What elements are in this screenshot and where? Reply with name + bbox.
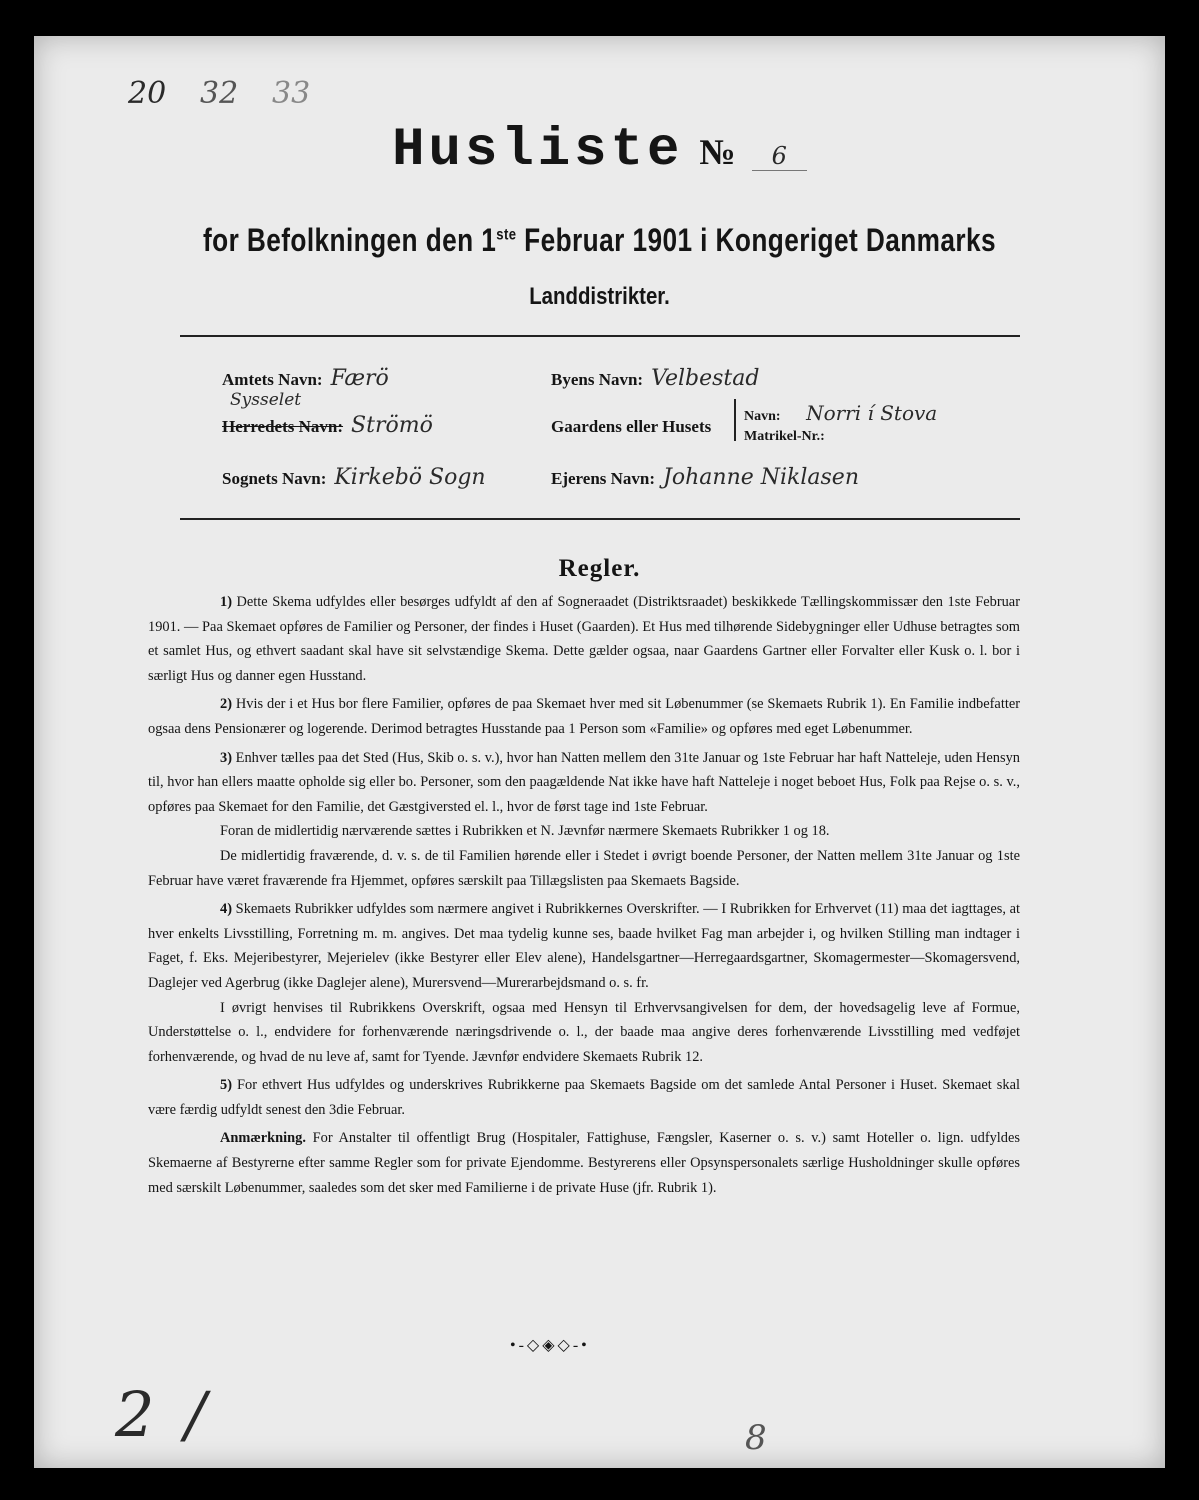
rule-5: 5) For ethvert Hus udfyldes og underskrives Rubrikkerne paa Skemaets Bagside om det samlede Antal Personer i Huset. Skemaet skal være færdig udfyldt senest den 3die Februar. bbox=[148, 1077, 1020, 1118]
archive-number-1: 20 bbox=[128, 76, 167, 111]
by-label: Byens Navn: bbox=[551, 370, 644, 389]
title-text: Husliste bbox=[392, 120, 684, 181]
sogn-value: Kirkebö Sogn bbox=[334, 465, 486, 490]
rule-1: 1) Dette Skema udfyldes eller besørges udfyldt af den af Sogneraadet (Distriktsraadet) beskikkede Tællingskommissær den 1ste Februar 1901. — Paa Skemaet opføres de Familier og Personer, der findes i Huset (Gaarden). Et Hus med tilhørende Sidebygninger eller Udhuse betragtes som et samlet Hus, og ethvert saadant skal have sit selvstændige Skema. Dette gælder ogsaa, naar Gaardens Gartner eller Forvalter eller Kusk o. l. bor i særligt Hus og danner egen Husstand. bbox=[148, 594, 1020, 684]
sogn-label: Sognets Navn: bbox=[222, 469, 327, 488]
handwritten-mark-slash: / bbox=[185, 1378, 206, 1451]
divider-top bbox=[180, 335, 1020, 337]
syssel-correction: Sysselet bbox=[230, 390, 302, 410]
handwritten-mark-2: 2 bbox=[115, 1378, 155, 1451]
matrikel-label: Matrikel-Nr.: bbox=[744, 429, 825, 444]
handwritten-mark-smudge: 8 bbox=[745, 1418, 767, 1458]
subtitle-sup: ste bbox=[496, 226, 517, 244]
amt-label: Amtets Navn: bbox=[222, 370, 323, 389]
list-number: 6 bbox=[752, 142, 807, 171]
ornament-divider: •-◇◈◇-• bbox=[510, 1337, 590, 1354]
rule-3: 3) Enhver tælles paa det Sted (Hus, Skib o. s. v.), hvor han Natten mellem den 31te Januar og 1ste Februar har haft Natteleje, uden Hensyn til, hvor han ellers maatte opholde sig eller bo. Personer, som den paagældende Nat ikke have haft Natteleje i noget beboet Hus, Folk paa Rejse o. s. v., opføres paa Skemaet for den Familie, det Gæstgiversted el. l., hvor de først tage ind 1ste Februar. bbox=[148, 749, 1020, 815]
archive-number-2: 32 bbox=[200, 76, 239, 111]
number-sign: № bbox=[699, 132, 736, 172]
rules-heading: Regler. bbox=[558, 555, 641, 582]
rules-text bbox=[148, 590, 1020, 1204]
brace bbox=[734, 399, 736, 441]
annotation-note: Anmærkning. For Anstalter til offentligt Brug (Hospitaler, Fattighuse, Fængsler, Kaserner o. s. v.) samt Hoteller o. lign. udfyldes Skemaerne af Bestyrerne efter samme Regler som for private Ejendomme. Bestyrerens eller Opsynspersonalets særlige Husholdninger skulle opføres med særskilt Løbenummer, saaledes som det sker med Familierne i de private Huse (jfr. Rubrik 1). bbox=[148, 1130, 1020, 1196]
rule-3-note-absent: De midlertidig fraværende, d. v. s. de til Familien hørende eller i Stedet i øvrigt boende Personer, der Natten mellem 31te Januar og 1ste Februar have været fraværende fra Hjemmet, opføres særskilt paa Tillægslisten paa Skemaets Bagside. bbox=[148, 847, 1020, 889]
archive-number-3: 33 bbox=[272, 76, 311, 111]
subtitle bbox=[108, 222, 1091, 259]
rule-4: 4) Skemaets Rubrikker udfyldes som nærmere angivet i Rubrikkernes Overskrifter. — I Rubrikken for Erhvervet (11) maa det iagttages, at hver enkelts Livsstilling, Forretning m. m. angives. Det maa tydelig kunne ses, baade hvilket Fag man arbejder i, og hvilken Stilling man indtager i Faget, f. Eks. Mejeribestyrer, Mejerielev (ikke Bestyrer eller Elev alene), Handelsgartner—Herregaardsgartner, Skomagermester—Skomagersvend, Daglejer ved Agerbrug (ikke Daglejer alene), Murersvend—Murerarbejdsmand o. s. fr. bbox=[148, 901, 1020, 991]
page-title bbox=[0, 120, 1199, 181]
rule-4-note: I øvrigt henvises til Rubrikkens Overskrift, ogsaa med Hensyn til Erhvervsangivelsen for dem, der hovedsagelig leve af Formue, Understøttelse o. l., endvidere for forhenværende næringsdrivende o. l., der baade maa angive deres forhenværende Livsstilling med vedføjet forhenværende, og hvad de nu leve af, samt for Tyende. Jævnfør endvidere Skemaets Rubrik 12. bbox=[148, 999, 1020, 1065]
amt-field bbox=[222, 366, 389, 391]
sogn-field bbox=[222, 465, 486, 490]
ejer-field bbox=[551, 465, 859, 490]
subtitle-post: Februar 1901 i Kongeriget Danmarks bbox=[516, 222, 997, 258]
by-value: Velbestad bbox=[651, 366, 760, 391]
navn-label: Navn: bbox=[744, 409, 781, 424]
navn-field bbox=[744, 401, 937, 425]
herred-field bbox=[222, 413, 433, 438]
gaard-label: Gaardens eller Husets bbox=[551, 417, 712, 436]
navn-value: Norri í Stova bbox=[806, 401, 938, 425]
herred-value: Strömö bbox=[351, 413, 433, 438]
by-field bbox=[551, 366, 759, 391]
divider-bottom bbox=[180, 518, 1020, 520]
district-heading: Landdistrikter. bbox=[529, 283, 670, 310]
rule-3-note-n: Foran de midlertidig nærværende sættes i Rubrikken et N. Jævnfør nærmere Skemaets Rubrikker 1 og 18. bbox=[220, 823, 830, 840]
subtitle-pre: for Befolkningen den 1 bbox=[202, 222, 497, 258]
rule-2: 2) Hvis der i et Hus bor flere Familier, opføres de paa Skemaet hver med sit Løbenummer (se Skemaets Rubrik 1). En Familie indbefatter ogsaa dens Pensionærer og logerende. Derimod betragtes Husstande paa 1 Person som «Familie» og opføres med eget Løbenummer. bbox=[148, 696, 1020, 737]
ejer-value: Johanne Niklasen bbox=[663, 465, 859, 490]
amt-value: Færö bbox=[330, 366, 389, 391]
ejer-label: Ejerens Navn: bbox=[551, 469, 656, 488]
herred-label: Herredets Navn: bbox=[222, 417, 344, 436]
